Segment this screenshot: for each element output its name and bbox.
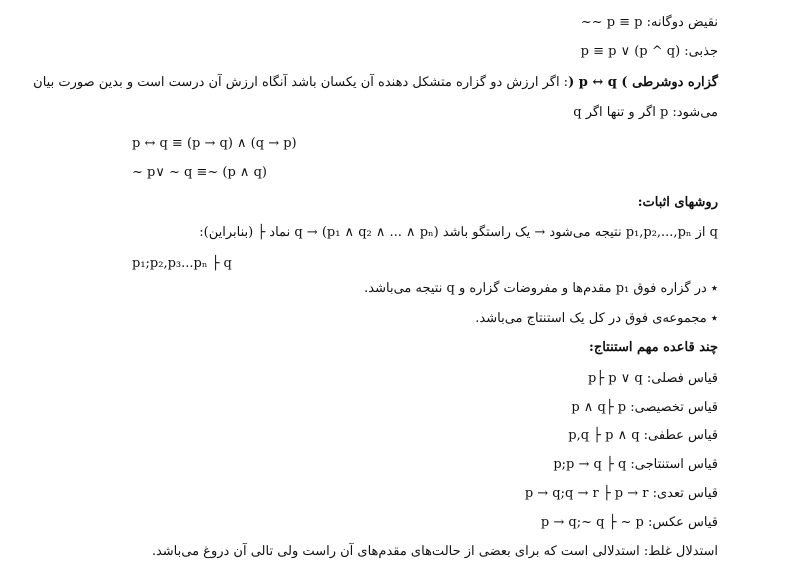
rule-simplification: قیاس تخصیصی: p ∧ q├ p: [571, 400, 718, 415]
note-premises: ٭ در گزاره فوق p₁ مقدم‌ها و مفروضات گزاره و q نتیجه می‌باشد.: [364, 281, 718, 296]
rule-conjunction: قیاس عطفی: p,q ├ p ∧ q: [568, 428, 718, 443]
de-morgan-line: ~ p∨ ~ q ≡~ (p ∧ q): [132, 165, 267, 180]
absorption-line: جذبی: p ≡ p ∨ (p ^ q): [580, 44, 718, 59]
rule-modus-ponens: قیاس استنتاجی: p;p → q ├ q: [553, 457, 718, 472]
double-negation-line: نقیض دوگانه: p ≡ p ~~: [580, 15, 718, 30]
inference-notation-line: p₁;p₂,p₃...pₙ ├ q: [132, 256, 232, 271]
biconditional-definition: [33, 74, 718, 92]
proof-definition-line: q از p₁,p₂,...,pₙ نتیجه می‌شود → یک راستگو باشد (p₁ ∧ q₂ ∧ ... ∧ pₙ) → q نماد ├ (بنابراین):: [199, 225, 718, 240]
rule-modus-tollens: قیاس عکس: p → q;~ q ├ ~ p: [540, 515, 718, 530]
biconditional-heading: گزاره دوشرطی ) p ↔ q (: [568, 75, 718, 90]
note-inference: ٭ مجموعه‌ی فوق در کل یک استنتاج می‌باشد.: [475, 311, 718, 326]
proof-methods-heading: روشهای اثبات:: [637, 195, 718, 210]
fallacy-definition: استدلال غلط: استدلالی است که برای بعضی از حالت‌های مقدم‌های آن راست ولی تالی آن دروغ می‌باشد.: [151, 544, 718, 559]
biconditional-reading: می‌شود: p اگر و تنها اگر q: [573, 105, 718, 120]
inference-rules-heading: چند قاعده مهم استنتاج:: [589, 340, 718, 355]
biconditional-equivalence: p ↔ q ≡ (p → q) ∧ (q → p): [132, 136, 297, 151]
rule-transitivity: قیاس تعدی: p → q;q → r ├ p → r: [524, 486, 718, 501]
rule-disjunctive: قیاس فصلی: p├ p ∨ q: [588, 371, 718, 386]
biconditional-text: : اگر ارزش دو گزاره متشکل دهنده آن یکسان باشد آنگاه ارزش آن درست است و بدین صورت بیان: [33, 75, 569, 90]
